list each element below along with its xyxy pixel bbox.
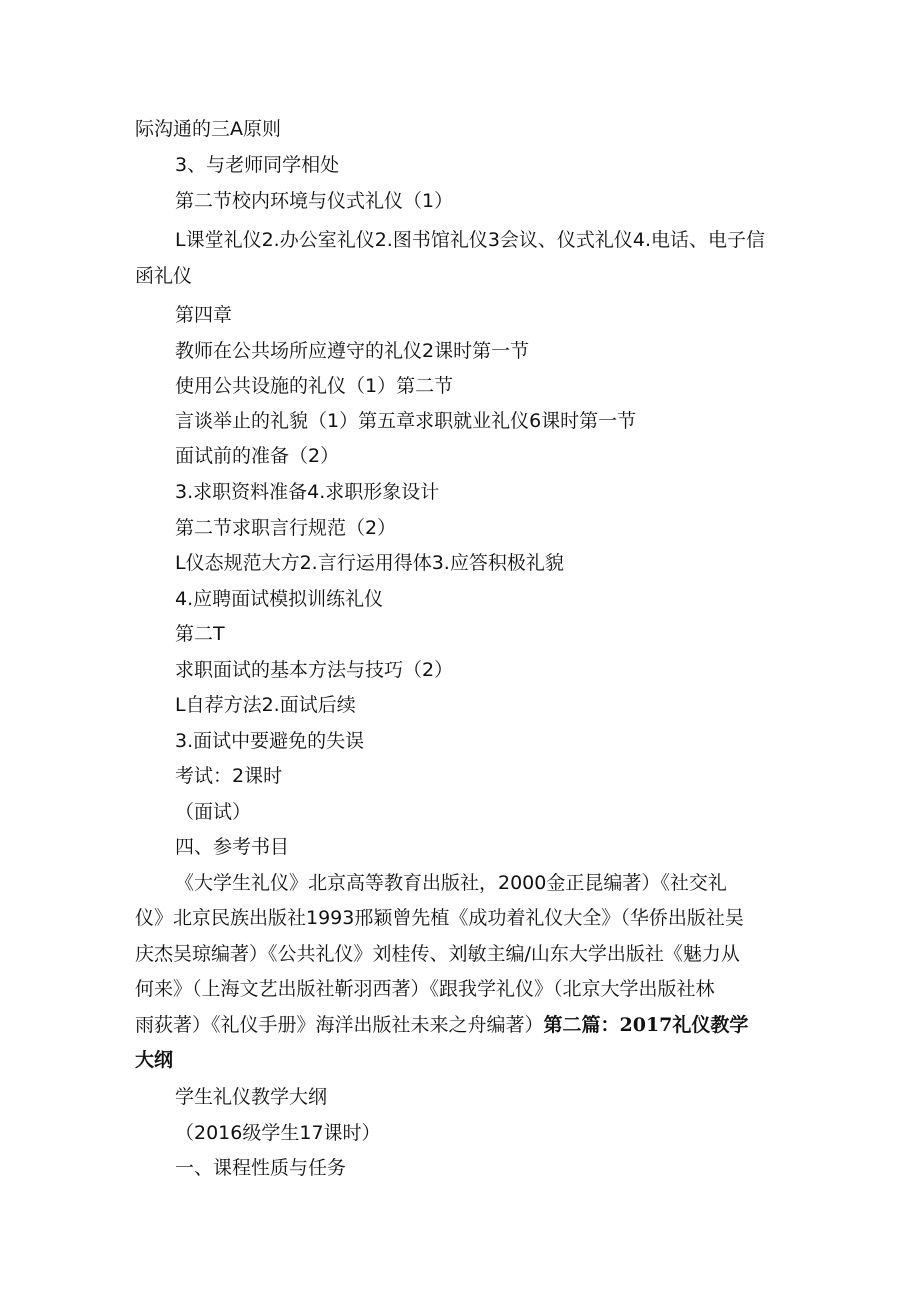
text-line: 3.求职资料准备4.求职形象设计 <box>175 481 440 503</box>
text-line: 函礼仪 <box>135 265 193 287</box>
text-line: 3.面试中要避免的失误 <box>175 730 365 752</box>
text-line: L仪态规范大方2.言行运用得体3.应答积极礼貌 <box>175 552 564 574</box>
text-line: 求职面试的基本方法与技巧（2） <box>175 659 454 681</box>
section-heading: 第二T <box>175 623 225 645</box>
part-heading: 第二篇：2017礼仪教学 <box>543 1014 749 1036</box>
text-line: 学生礼仪教学大纲 <box>175 1086 328 1108</box>
reference-line: 庆杰吴琼编著）《公共礼仪》刘桂传、刘敏主编/山东大学出版社《魅力从 <box>135 943 740 965</box>
section-heading: 第二节求职言行规范（2） <box>175 517 397 539</box>
text-line: 言谈举止的礼貌（1）第五章求职就业礼仪6课时第一节 <box>175 410 637 432</box>
section-heading: 一、课程性质与任务 <box>175 1157 347 1179</box>
chapter-heading: 第四章 <box>175 304 233 326</box>
text-line: 考试：2课时 <box>175 765 283 787</box>
text-line: 面试前的准备（2） <box>175 445 340 467</box>
reference-line: 何来》（上海文艺出版社靳羽西著）《跟我学礼仪》（北京大学出版社林 <box>135 978 715 1000</box>
section-heading: 四、参考书目 <box>175 836 290 858</box>
text-line: （2016级学生17课时） <box>175 1122 381 1144</box>
text-line: 教师在公共场所应遵守的礼仪2课时第一节 <box>175 340 530 362</box>
text-line: 使用公共设施的礼仪（1）第二节 <box>175 375 454 397</box>
text-line: 际沟通的三A原则 <box>135 118 281 140</box>
text-line: 3、与老师同学相处 <box>175 154 340 176</box>
text-line: L自荐方法2.面试后续 <box>175 694 356 716</box>
reference-line: 仪》北京民族出版社1993邢颖曾先植《成功着礼仪大全》（华侨出版社吴 <box>135 907 744 929</box>
text-line: L课堂礼仪2.办公室礼仪2.图书馆礼仪3会议、仪式礼仪4.电话、电子信 <box>175 229 766 251</box>
section-heading: 第二节校内环境与仪式礼仪（1） <box>175 190 454 212</box>
reference-line: 《大学生礼仪》北京高等教育出版社，2000金正昆编著）《社交礼 <box>175 872 727 894</box>
text-line: 4.应聘面试模拟训练礼仪 <box>175 588 384 610</box>
reference-text: 雨荻著）《礼仪手册》海洋出版社未来之舟编著） <box>135 1014 544 1036</box>
reference-line <box>135 1013 748 1037</box>
part-heading-continued: 大纲 <box>135 1049 174 1071</box>
text-line: （面试） <box>175 801 252 823</box>
